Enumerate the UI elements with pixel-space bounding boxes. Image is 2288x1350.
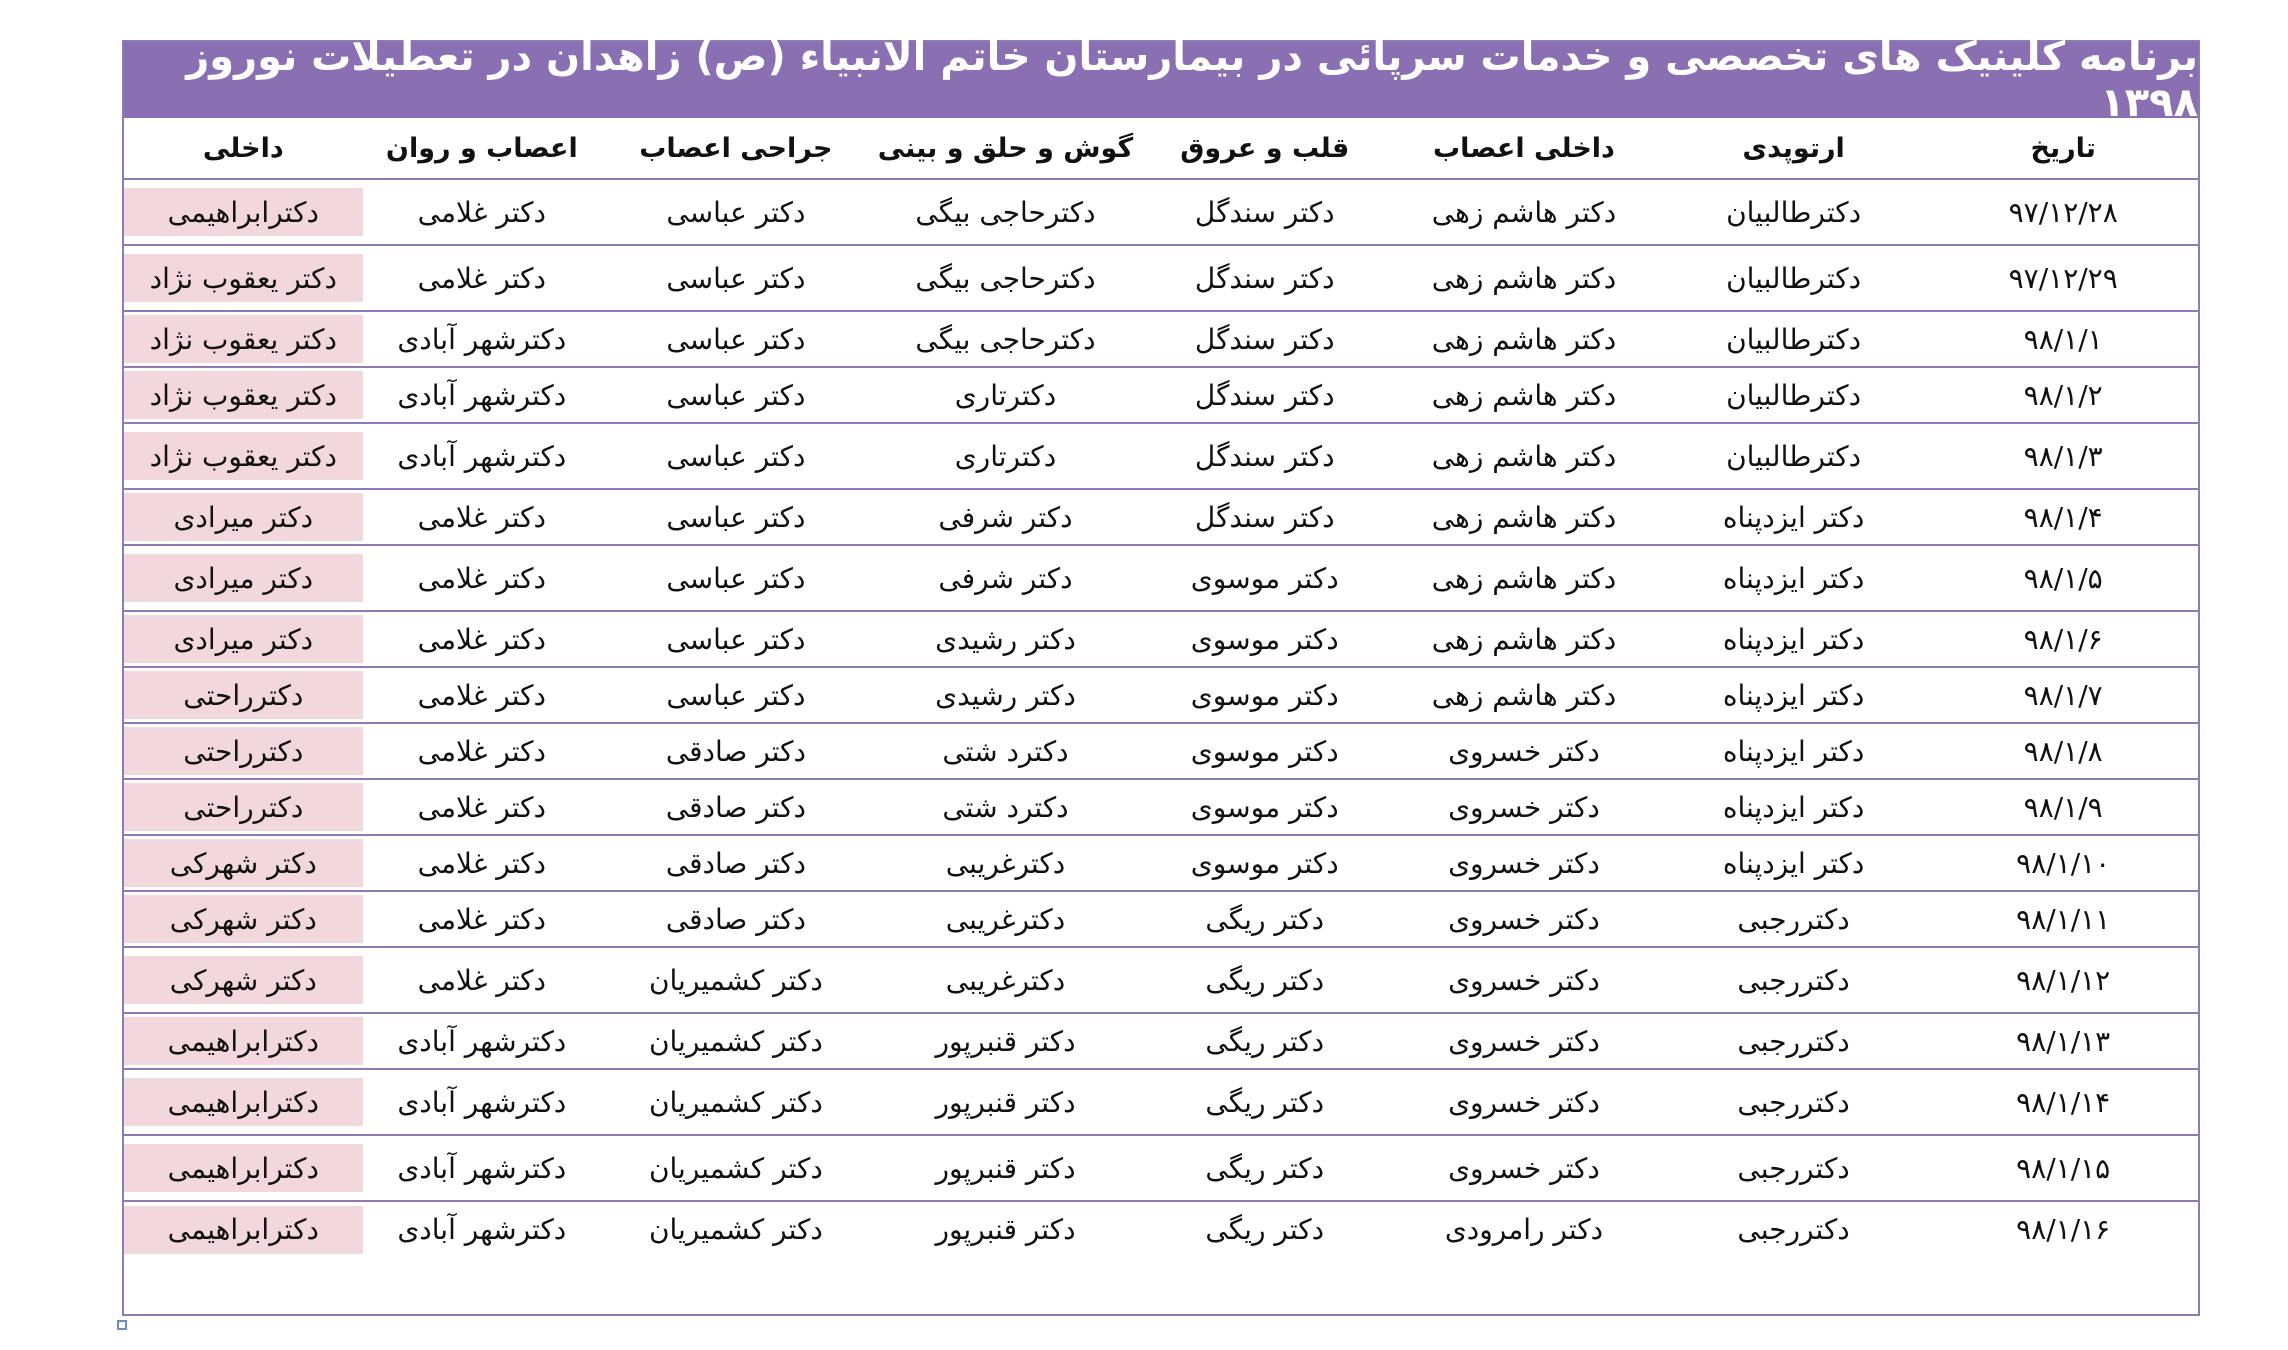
internal-medicine-cell xyxy=(124,891,363,947)
doctor-cell: دکتر موسوی xyxy=(1140,723,1389,779)
doctor-cell: دکتر صادقی xyxy=(601,835,871,891)
date-cell: ۹۸/۱/۱۲ xyxy=(1928,947,2198,1013)
doctor-cell: دکتر ایزدپناه xyxy=(1659,835,1929,891)
doctor-cell: دکتر قنبرپور xyxy=(871,1069,1141,1135)
table-row xyxy=(124,779,2198,835)
doctor-cell: دکترتاری xyxy=(871,367,1141,423)
doctor-cell: دکتر هاشم زهی xyxy=(1389,611,1659,667)
highlighted-doctor-name: دکتر یعقوب نژاد xyxy=(124,315,363,363)
doctor-cell: دکترشهر آبادی xyxy=(363,311,602,367)
column-header: قلب و عروق xyxy=(1140,118,1389,179)
date-cell: ۹۸/۱/۱۶ xyxy=(1928,1201,2198,1257)
doctor-cell: دکتر عباسی xyxy=(601,311,871,367)
doctor-cell: دکترغریبی xyxy=(871,835,1141,891)
doctor-cell: دکتر شرفی xyxy=(871,545,1141,611)
doctor-cell: دکتررجبی xyxy=(1659,947,1929,1013)
doctor-cell: دکترطالبیان xyxy=(1659,245,1929,311)
doctor-cell: دکتر عباسی xyxy=(601,245,871,311)
internal-medicine-cell xyxy=(124,1201,363,1257)
internal-medicine-cell xyxy=(124,1135,363,1201)
date-cell: ۹۸/۱/۷ xyxy=(1928,667,2198,723)
doctor-cell: دکتر خسروی xyxy=(1389,1013,1659,1069)
doctor-cell: دکتررجبی xyxy=(1659,1201,1929,1257)
doctor-cell: دکتر سندگل xyxy=(1140,311,1389,367)
resize-handle-icon[interactable] xyxy=(117,1320,127,1330)
date-cell: ۹۸/۱/۱۳ xyxy=(1928,1013,2198,1069)
table-row xyxy=(124,667,2198,723)
date-cell: ۹۸/۱/۱۱ xyxy=(1928,891,2198,947)
internal-medicine-cell xyxy=(124,179,363,245)
doctor-cell: دکتر عباسی xyxy=(601,611,871,667)
highlighted-doctor-name: دکترابراهیمی xyxy=(124,1017,363,1065)
page-title: برنامه کلینیک های تخصصی و خدمات سرپائی در بیمارستان خاتم الانبیاء (ص) زاهدان در تعطیلات نوروز ۱۳۹۸ xyxy=(124,42,2198,118)
table-row xyxy=(124,947,2198,1013)
doctor-cell: دکترطالبیان xyxy=(1659,423,1929,489)
doctor-cell: دکتر عباسی xyxy=(601,667,871,723)
doctor-cell: دکتر رشیدی xyxy=(871,667,1141,723)
table-row xyxy=(124,611,2198,667)
highlighted-doctor-name: دکترراحتی xyxy=(124,727,363,775)
doctor-cell: دکترغریبی xyxy=(871,891,1141,947)
doctor-cell: دکتر غلامی xyxy=(363,611,602,667)
doctor-cell: دکتر قنبرپور xyxy=(871,1135,1141,1201)
internal-medicine-cell xyxy=(124,947,363,1013)
doctor-cell: دکترشهر آبادی xyxy=(363,1135,602,1201)
doctor-cell: دکتر سندگل xyxy=(1140,179,1389,245)
highlighted-doctor-name: دکترابراهیمی xyxy=(124,1206,363,1254)
doctor-cell: دکتر کشمیریان xyxy=(601,947,871,1013)
doctor-cell: دکترد شتی xyxy=(871,723,1141,779)
table-body xyxy=(124,179,2198,1257)
date-cell: ۹۸/۱/۵ xyxy=(1928,545,2198,611)
doctor-cell: دکتر هاشم زهی xyxy=(1389,545,1659,611)
table-row xyxy=(124,179,2198,245)
doctor-cell: دکتر هاشم زهی xyxy=(1389,423,1659,489)
date-cell: ۹۸/۱/۱۰ xyxy=(1928,835,2198,891)
table-row xyxy=(124,891,2198,947)
doctor-cell: دکتر رامرودی xyxy=(1389,1201,1659,1257)
doctor-cell: دکتر هاشم زهی xyxy=(1389,367,1659,423)
doctor-cell: دکتر غلامی xyxy=(363,545,602,611)
doctor-cell: دکترحاجی بیگی xyxy=(871,179,1141,245)
doctor-cell: دکتر ریگی xyxy=(1140,1013,1389,1069)
internal-medicine-cell xyxy=(124,245,363,311)
table-row xyxy=(124,367,2198,423)
table-row xyxy=(124,1135,2198,1201)
doctor-cell: دکترد شتی xyxy=(871,779,1141,835)
date-cell: ۹۸/۱/۴ xyxy=(1928,489,2198,545)
date-cell: ۹۷/۱۲/۲۹ xyxy=(1928,245,2198,311)
table-row xyxy=(124,311,2198,367)
date-cell: ۹۸/۱/۱۴ xyxy=(1928,1069,2198,1135)
internal-medicine-cell xyxy=(124,423,363,489)
doctor-cell: دکتر سندگل xyxy=(1140,489,1389,545)
doctor-cell: دکتررجبی xyxy=(1659,891,1929,947)
internal-medicine-cell xyxy=(124,367,363,423)
internal-medicine-cell xyxy=(124,1013,363,1069)
date-cell: ۹۸/۱/۱۵ xyxy=(1928,1135,2198,1201)
schedule-sheet xyxy=(122,34,2200,1316)
internal-medicine-cell xyxy=(124,723,363,779)
column-header: داخلی اعصاب xyxy=(1389,118,1659,179)
table-row xyxy=(124,1201,2198,1257)
doctor-cell: دکتر خسروی xyxy=(1389,723,1659,779)
doctor-cell: دکتر خسروی xyxy=(1389,1135,1659,1201)
column-header: ارتوپدی xyxy=(1659,118,1929,179)
doctor-cell: دکتررجبی xyxy=(1659,1013,1929,1069)
date-cell: ۹۸/۱/۹ xyxy=(1928,779,2198,835)
highlighted-doctor-name: دکتر شهرکی xyxy=(124,956,363,1004)
column-header: داخلی xyxy=(124,118,363,179)
highlighted-doctor-name: دکتر میرادی xyxy=(124,493,363,541)
doctor-cell: دکتر ریگی xyxy=(1140,1069,1389,1135)
table-row xyxy=(124,245,2198,311)
doctor-cell: دکتر عباسی xyxy=(601,545,871,611)
doctor-cell: دکتر هاشم زهی xyxy=(1389,311,1659,367)
doctor-cell: دکتر قنبرپور xyxy=(871,1201,1141,1257)
doctor-cell: دکتر غلامی xyxy=(363,179,602,245)
doctor-cell: دکترطالبیان xyxy=(1659,179,1929,245)
doctor-cell: دکترطالبیان xyxy=(1659,367,1929,423)
doctor-cell: دکتر کشمیریان xyxy=(601,1013,871,1069)
schedule-table xyxy=(124,118,2198,1257)
date-cell: ۹۸/۱/۸ xyxy=(1928,723,2198,779)
doctor-cell: دکترطالبیان xyxy=(1659,311,1929,367)
doctor-cell: دکتر غلامی xyxy=(363,245,602,311)
doctor-cell: دکتر ایزدپناه xyxy=(1659,489,1929,545)
doctor-cell: دکتر شرفی xyxy=(871,489,1141,545)
doctor-cell: دکتر کشمیریان xyxy=(601,1135,871,1201)
doctor-cell: دکتر سندگل xyxy=(1140,367,1389,423)
doctor-cell: دکتر غلامی xyxy=(363,779,602,835)
doctor-cell: دکتر عباسی xyxy=(601,423,871,489)
date-cell: ۹۸/۱/۲ xyxy=(1928,367,2198,423)
column-header: تاریخ xyxy=(1928,118,2198,179)
doctor-cell: دکترتاری xyxy=(871,423,1141,489)
doctor-cell: دکتر هاشم زهی xyxy=(1389,667,1659,723)
highlighted-doctor-name: دکتر یعقوب نژاد xyxy=(124,254,363,302)
doctor-cell: دکتر صادقی xyxy=(601,779,871,835)
doctor-cell: دکتر موسوی xyxy=(1140,545,1389,611)
doctor-cell: دکتر موسوی xyxy=(1140,779,1389,835)
column-header: جراحی اعصاب xyxy=(601,118,871,179)
highlighted-doctor-name: دکتر شهرکی xyxy=(124,839,363,887)
doctor-cell: دکتر خسروی xyxy=(1389,947,1659,1013)
doctor-cell: دکتر رشیدی xyxy=(871,611,1141,667)
highlighted-doctor-name: دکتر یعقوب نژاد xyxy=(124,371,363,419)
doctor-cell: دکتر ریگی xyxy=(1140,947,1389,1013)
highlighted-doctor-name: دکترراحتی xyxy=(124,671,363,719)
doctor-cell: دکتر خسروی xyxy=(1389,1069,1659,1135)
doctor-cell: دکتر ایزدپناه xyxy=(1659,779,1929,835)
highlighted-doctor-name: دکترابراهیمی xyxy=(124,188,363,236)
doctor-cell: دکتر سندگل xyxy=(1140,245,1389,311)
doctor-cell: دکتر خسروی xyxy=(1389,835,1659,891)
table-row xyxy=(124,489,2198,545)
doctor-cell: دکتر هاشم زهی xyxy=(1389,489,1659,545)
highlighted-doctor-name: دکترابراهیمی xyxy=(124,1144,363,1192)
doctor-cell: دکتر صادقی xyxy=(601,891,871,947)
doctor-cell: دکتر موسوی xyxy=(1140,611,1389,667)
highlighted-doctor-name: دکترراحتی xyxy=(124,783,363,831)
doctor-cell: دکتر عباسی xyxy=(601,367,871,423)
table-row xyxy=(124,545,2198,611)
doctor-cell: دکترشهر آبادی xyxy=(363,423,602,489)
doctor-cell: دکتر موسوی xyxy=(1140,835,1389,891)
doctor-cell: دکتر غلامی xyxy=(363,835,602,891)
doctor-cell: دکتر غلامی xyxy=(363,947,602,1013)
doctor-cell: دکترغریبی xyxy=(871,947,1141,1013)
doctor-cell: دکتر عباسی xyxy=(601,489,871,545)
date-cell: ۹۸/۱/۳ xyxy=(1928,423,2198,489)
internal-medicine-cell xyxy=(124,835,363,891)
highlighted-doctor-name: دکترابراهیمی xyxy=(124,1078,363,1126)
table-row xyxy=(124,723,2198,779)
doctor-cell: دکتر ریگی xyxy=(1140,1135,1389,1201)
doctor-cell: دکترشهر آبادی xyxy=(363,1069,602,1135)
column-header: اعصاب و روان xyxy=(363,118,602,179)
doctor-cell: دکتر هاشم زهی xyxy=(1389,245,1659,311)
table-row xyxy=(124,1013,2198,1069)
doctor-cell: دکتر قنبرپور xyxy=(871,1013,1141,1069)
date-cell: ۹۸/۱/۱ xyxy=(1928,311,2198,367)
doctor-cell: دکتر عباسی xyxy=(601,179,871,245)
doctor-cell: دکتر هاشم زهی xyxy=(1389,179,1659,245)
doctor-cell: دکتر ایزدپناه xyxy=(1659,545,1929,611)
doctor-cell: دکترحاجی بیگی xyxy=(871,311,1141,367)
internal-medicine-cell xyxy=(124,779,363,835)
internal-medicine-cell xyxy=(124,611,363,667)
doctor-cell: دکتر غلامی xyxy=(363,891,602,947)
doctor-cell: دکتر غلامی xyxy=(363,723,602,779)
date-cell: ۹۷/۱۲/۲۸ xyxy=(1928,179,2198,245)
doctor-cell: دکترحاجی بیگی xyxy=(871,245,1141,311)
table-header-row xyxy=(124,118,2198,179)
date-cell: ۹۸/۱/۶ xyxy=(1928,611,2198,667)
column-header: گوش و حلق و بینی xyxy=(871,118,1141,179)
table-row xyxy=(124,423,2198,489)
doctor-cell: دکتر صادقی xyxy=(601,723,871,779)
doctor-cell: دکتر سندگل xyxy=(1140,423,1389,489)
internal-medicine-cell xyxy=(124,667,363,723)
doctor-cell: دکتر ریگی xyxy=(1140,891,1389,947)
doctor-cell: دکتر کشمیریان xyxy=(601,1069,871,1135)
table-row xyxy=(124,1069,2198,1135)
table-row xyxy=(124,835,2198,891)
doctor-cell: دکتررجبی xyxy=(1659,1069,1929,1135)
doctor-cell: دکترشهر آبادی xyxy=(363,1013,602,1069)
doctor-cell: دکتر خسروی xyxy=(1389,891,1659,947)
doctor-cell: دکتر ریگی xyxy=(1140,1201,1389,1257)
doctor-cell: دکتر غلامی xyxy=(363,667,602,723)
highlighted-doctor-name: دکتر شهرکی xyxy=(124,895,363,943)
doctor-cell: دکتر ایزدپناه xyxy=(1659,667,1929,723)
highlighted-doctor-name: دکتر میرادی xyxy=(124,615,363,663)
doctor-cell: دکتر موسوی xyxy=(1140,667,1389,723)
doctor-cell: دکتررجبی xyxy=(1659,1135,1929,1201)
highlighted-doctor-name: دکتر یعقوب نژاد xyxy=(124,432,363,480)
internal-medicine-cell xyxy=(124,489,363,545)
doctor-cell: دکترشهر آبادی xyxy=(363,367,602,423)
internal-medicine-cell xyxy=(124,311,363,367)
doctor-cell: دکتر ایزدپناه xyxy=(1659,611,1929,667)
internal-medicine-cell xyxy=(124,545,363,611)
doctor-cell: دکتر خسروی xyxy=(1389,779,1659,835)
doctor-cell: دکترشهر آبادی xyxy=(363,1201,602,1257)
internal-medicine-cell xyxy=(124,1069,363,1135)
doctor-cell: دکتر ایزدپناه xyxy=(1659,723,1929,779)
doctor-cell: دکتر غلامی xyxy=(363,489,602,545)
highlighted-doctor-name: دکتر میرادی xyxy=(124,554,363,602)
doctor-cell: دکتر کشمیریان xyxy=(601,1201,871,1257)
